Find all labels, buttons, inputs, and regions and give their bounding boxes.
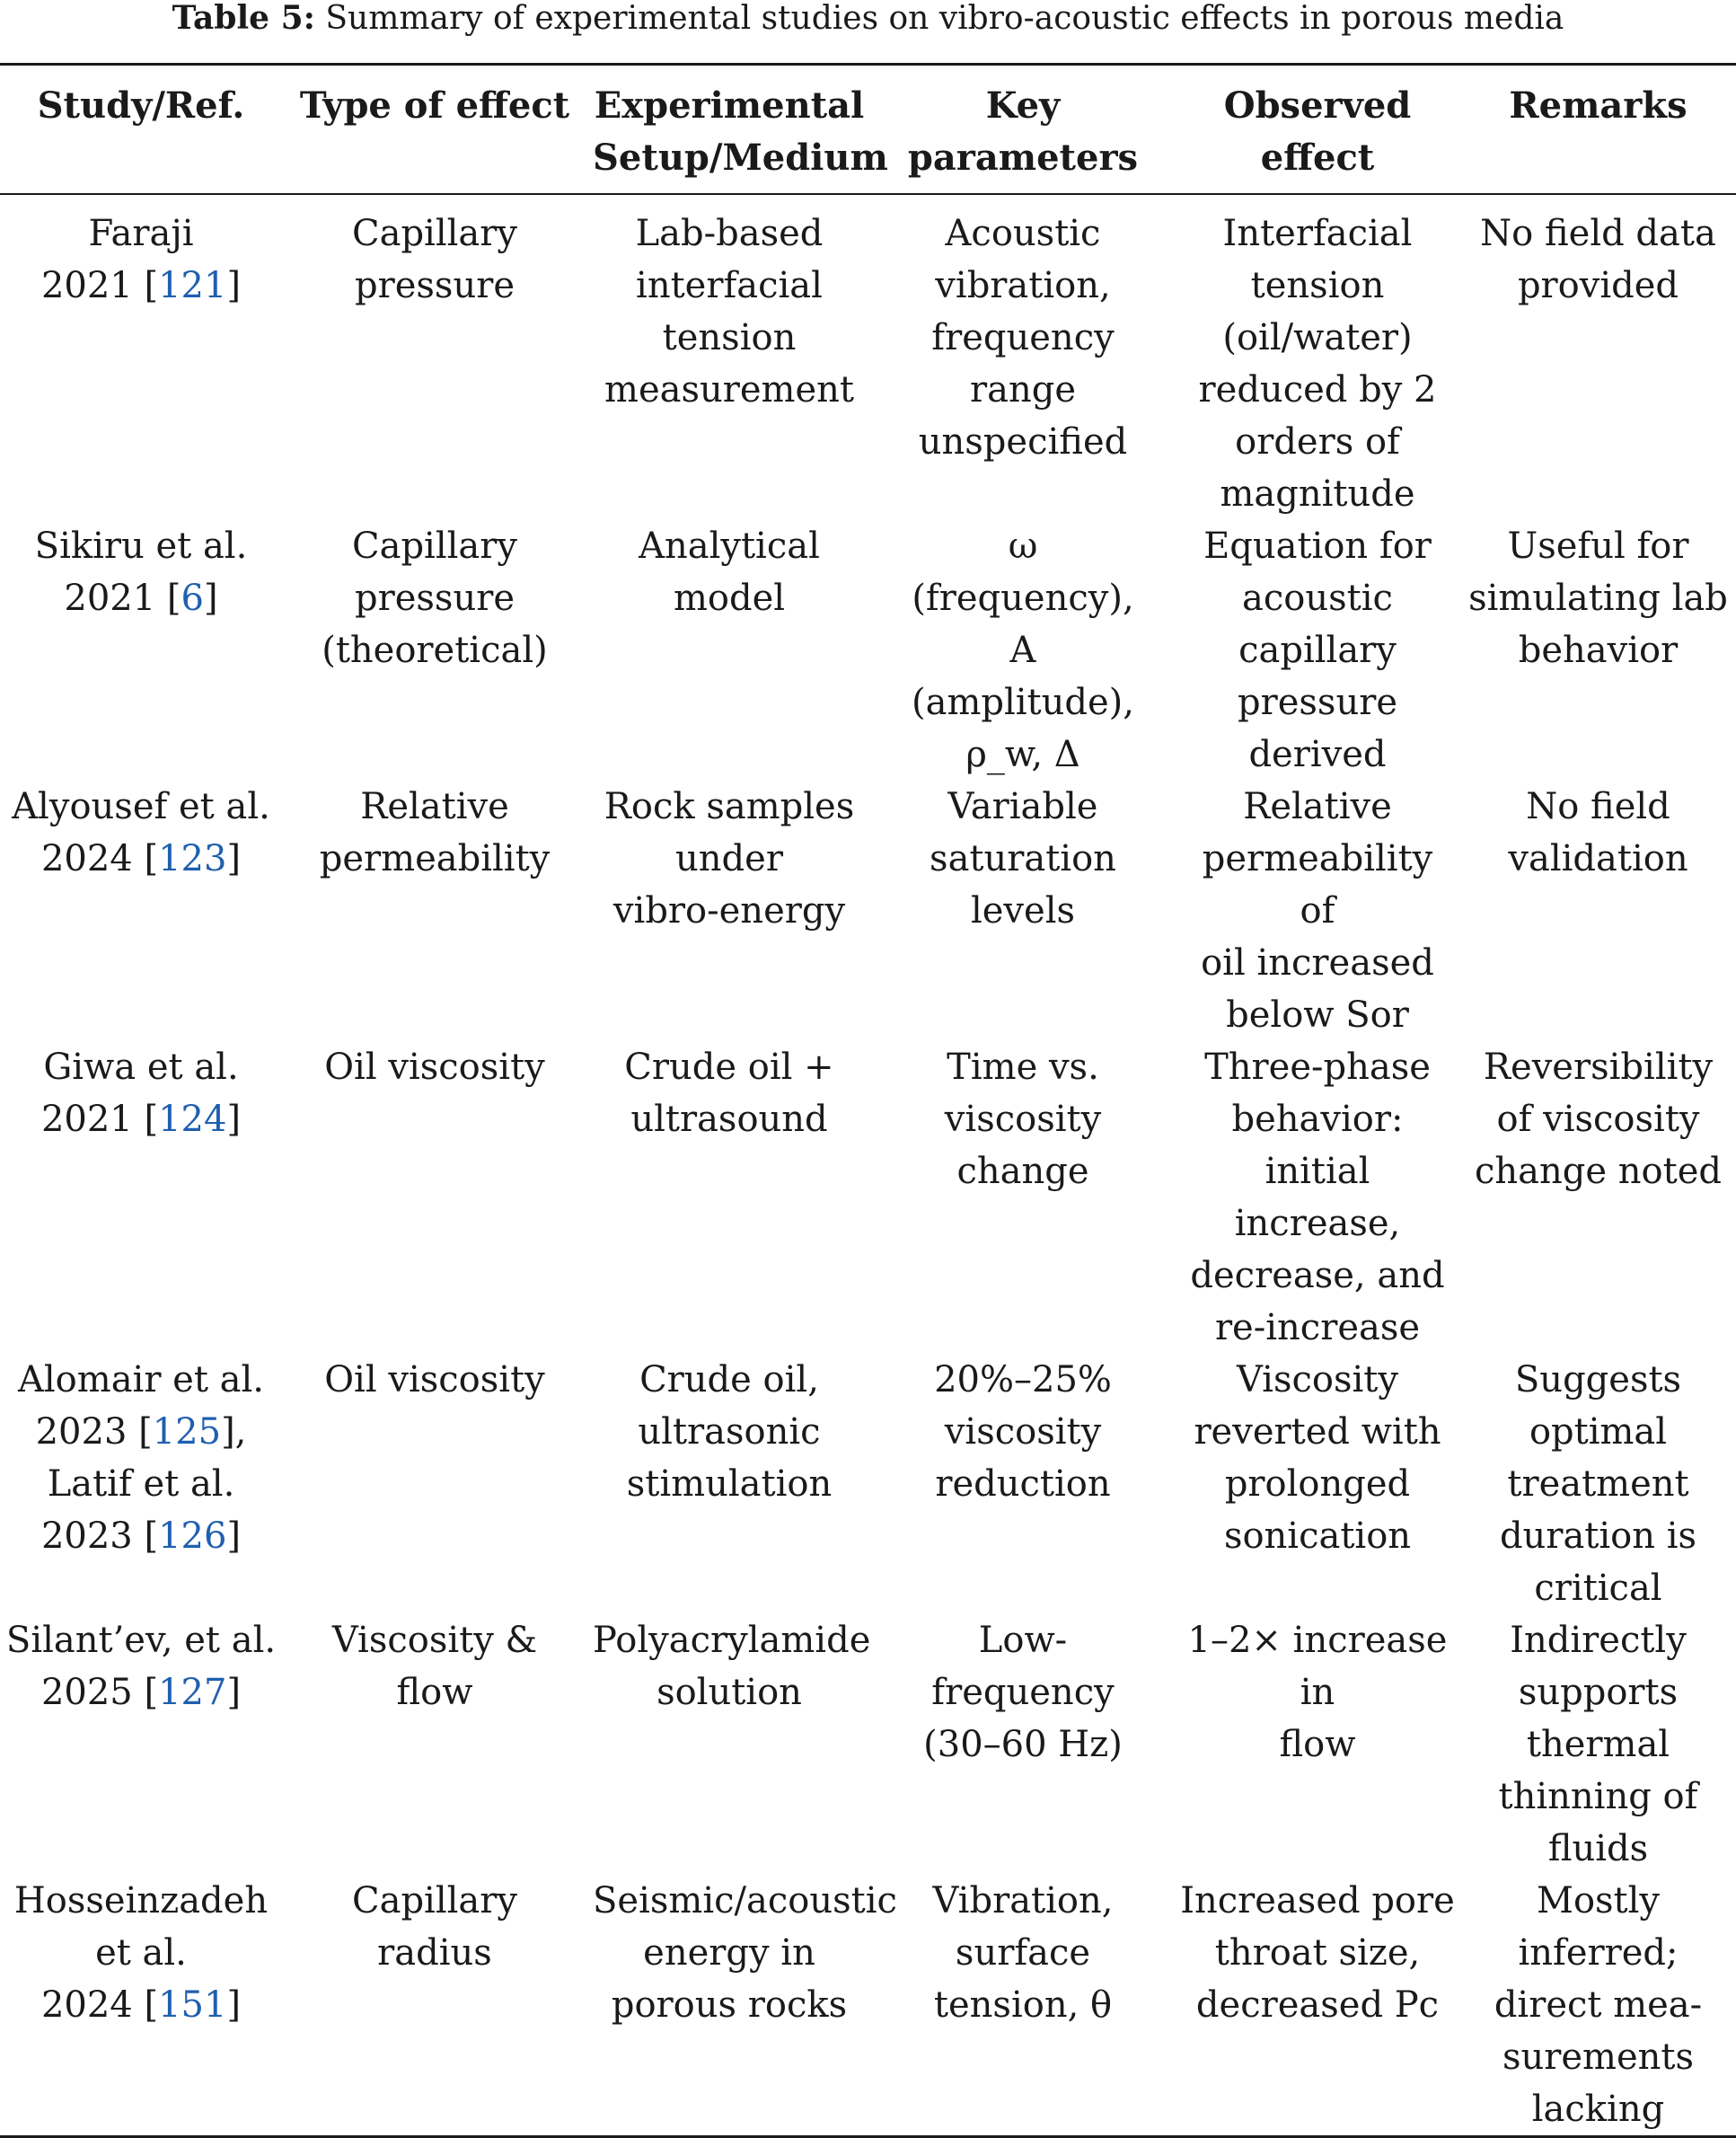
cell-line: orders of — [1235, 421, 1400, 463]
cell-line: saturation — [930, 838, 1116, 879]
column-header — [0, 65, 282, 195]
cell-line: energy in — [643, 1932, 815, 1974]
effect-type-cell — [282, 194, 587, 520]
cell-line: Analytical — [639, 526, 820, 567]
table-row — [0, 194, 1736, 520]
column-header — [1460, 65, 1736, 195]
table-row — [0, 1875, 1736, 2137]
cell-line: stimulation — [626, 1463, 833, 1505]
cell-line: (oil/water) — [1222, 317, 1413, 358]
cell-line: Polyacrylamide — [593, 1620, 871, 1661]
cell-line: Oil viscosity — [324, 1047, 545, 1088]
cell-line: throat size, — [1214, 1932, 1421, 1974]
cell-line: Useful for — [1507, 526, 1689, 567]
cell-line: thinning of — [1498, 1776, 1698, 1817]
study-text: Silant’ev, et al. — [5, 1620, 277, 1661]
study-text: 2025 [ — [40, 1672, 159, 1713]
cell-line: (amplitude), — [911, 682, 1134, 723]
study-cell — [0, 1354, 282, 1614]
study-cell — [0, 194, 282, 520]
cell-line: Variable — [947, 786, 1098, 827]
cell-line: radius — [377, 1932, 492, 1974]
reference-link[interactable]: 121 — [158, 265, 227, 306]
cell-line: acoustic — [1242, 578, 1393, 619]
cell-line: No field data — [1480, 213, 1716, 254]
parameters-cell — [871, 1041, 1175, 1354]
cell-line: viscosity — [944, 1099, 1102, 1140]
cell-line: increase, — [1234, 1203, 1401, 1244]
cell-line: frequency — [931, 317, 1115, 358]
study-text: ] — [203, 578, 218, 619]
cell-line: critical — [1534, 1568, 1662, 1609]
cell-line: behavior — [1518, 630, 1679, 671]
reference-link[interactable]: 124 — [158, 1099, 227, 1140]
cell-line: Relative — [360, 786, 509, 827]
cell-line: tension — [662, 317, 797, 358]
cell-line: capillary — [1238, 630, 1397, 671]
table-row — [0, 1354, 1736, 1614]
cell-line: lacking — [1531, 2089, 1665, 2130]
study-text: 2024 [ — [40, 1984, 159, 2026]
reference-link[interactable]: 126 — [158, 1515, 227, 1557]
study-cell — [0, 1614, 282, 1875]
cell-line: ultrasonic — [638, 1411, 821, 1453]
column-header-line: Type of effect — [299, 84, 570, 127]
study-text: 2023 [ — [40, 1515, 159, 1557]
setup-cell — [587, 781, 871, 1041]
cell-line: vibration, — [935, 265, 1111, 306]
reference-link[interactable]: 125 — [152, 1411, 222, 1453]
cell-line: Capillary — [351, 1880, 517, 1922]
cell-line: Viscosity & — [331, 1620, 538, 1661]
cell-line: (30–60 Hz) — [923, 1724, 1123, 1765]
study-text: Giwa et al. — [43, 1047, 239, 1088]
study-text: ] — [226, 1984, 242, 2026]
study-text: Latif et al. — [47, 1463, 235, 1505]
study-text: Faraji — [88, 213, 194, 254]
cell-line: tension — [1250, 265, 1385, 306]
setup-cell — [587, 1875, 897, 2137]
cell-line: Increased pore — [1180, 1880, 1455, 1922]
cell-line: ultrasound — [630, 1099, 828, 1140]
remarks-cell — [1460, 1614, 1736, 1875]
cell-line: decreased Pc — [1195, 1984, 1440, 2026]
observed-effect-cell — [1175, 1614, 1460, 1875]
cell-line: Three-phase — [1204, 1047, 1431, 1088]
cell-line: surements — [1502, 2036, 1695, 2078]
observed-effect-cell — [1175, 194, 1460, 520]
cell-line: re-increase — [1214, 1307, 1421, 1348]
study-text: ], — [221, 1411, 247, 1453]
cell-line: permeability of — [1202, 838, 1433, 932]
column-header-line: Remarks — [1509, 84, 1688, 127]
study-text: Alomair et al. — [18, 1359, 264, 1400]
cell-line: pressure — [354, 265, 515, 306]
cell-line: reduction — [935, 1463, 1111, 1505]
cell-line: pressure — [1237, 682, 1397, 723]
parameters-cell — [871, 520, 1175, 781]
cell-line: 20%–25% — [934, 1359, 1112, 1400]
column-header-line: effect — [1260, 137, 1375, 179]
cell-line: viscosity — [944, 1411, 1102, 1453]
study-text: ] — [226, 265, 242, 306]
cell-line: measurement — [604, 369, 854, 411]
setup-cell — [587, 1041, 871, 1354]
summary-table-container — [0, 63, 1736, 2138]
cell-line: inferred; — [1518, 1932, 1679, 1974]
study-cell — [0, 1875, 282, 2137]
remarks-cell — [1460, 1041, 1736, 1354]
parameters-cell — [871, 1614, 1175, 1875]
column-header — [871, 65, 1175, 195]
cell-line: Reversibility — [1483, 1047, 1714, 1088]
study-text: et al. — [95, 1932, 187, 1974]
cell-line: provided — [1517, 265, 1679, 306]
remarks-cell — [1460, 1354, 1736, 1614]
cell-line: Indirectly — [1510, 1620, 1687, 1661]
parameters-cell — [871, 1875, 1175, 2137]
cell-line: Vibration, — [932, 1880, 1114, 1922]
reference-link[interactable]: 123 — [158, 838, 227, 879]
cell-line: 1–2× increase in — [1187, 1620, 1448, 1713]
table-caption — [0, 0, 1736, 36]
column-header-line: Key — [985, 84, 1061, 127]
cell-line: solution — [657, 1672, 802, 1713]
column-header-line: Setup/Medium — [593, 137, 888, 179]
remarks-cell — [1460, 194, 1736, 520]
column-header — [282, 65, 587, 195]
study-text: Sikiru et al. — [34, 526, 248, 567]
cell-line: Capillary — [351, 213, 517, 254]
table-row — [0, 520, 1736, 781]
reference-link[interactable]: 151 — [158, 1984, 227, 2026]
cell-line: oil increased — [1201, 942, 1434, 984]
cell-line: magnitude — [1220, 473, 1415, 515]
reference-link[interactable]: 127 — [158, 1672, 227, 1713]
cell-line: Low- — [978, 1620, 1068, 1661]
study-cell — [0, 1041, 282, 1354]
cell-line: thermal — [1526, 1724, 1670, 1765]
study-text: ] — [226, 1515, 242, 1557]
cell-line: reduced by 2 — [1198, 369, 1437, 411]
setup-cell — [587, 194, 871, 520]
study-text: Hosseinzadeh — [13, 1880, 269, 1922]
table-row — [0, 1614, 1736, 1875]
setup-cell — [587, 1614, 871, 1875]
cell-line: (frequency), — [912, 578, 1134, 619]
remarks-cell — [1460, 781, 1736, 1041]
cell-line: No field — [1526, 786, 1670, 827]
effect-type-cell — [282, 1875, 587, 2137]
caption-label: Table 5: — [172, 0, 315, 37]
cell-line: duration is — [1499, 1515, 1697, 1557]
cell-line: Crude oil + — [624, 1047, 834, 1088]
cell-line: Suggests — [1514, 1359, 1682, 1400]
setup-cell — [587, 520, 871, 781]
column-header — [587, 65, 888, 195]
cell-line: vibro-energy — [612, 890, 846, 932]
remarks-cell — [1460, 520, 1736, 781]
study-text: 2024 [ — [40, 838, 159, 879]
study-text: 2021 [ — [40, 265, 159, 306]
study-text: 2021 [ — [40, 1099, 159, 1140]
cell-line: validation — [1508, 838, 1688, 879]
study-text: ] — [226, 1672, 242, 1713]
parameters-cell — [871, 194, 1175, 520]
cell-line: Crude oil, — [639, 1359, 819, 1400]
study-cell — [0, 520, 282, 781]
cell-line: Mostly — [1536, 1880, 1661, 1922]
cell-line: reverted with — [1194, 1411, 1441, 1453]
cell-line: behavior: initial — [1231, 1099, 1404, 1192]
cell-line: range — [969, 369, 1076, 411]
effect-type-cell — [282, 1041, 587, 1354]
cell-line: change — [956, 1151, 1089, 1192]
cell-line: change noted — [1475, 1151, 1722, 1192]
study-text: ] — [226, 838, 242, 879]
cell-line: Seismic/acoustic — [593, 1880, 897, 1922]
cell-line: Capillary — [351, 526, 517, 567]
cell-line: model — [673, 578, 786, 619]
cell-line: prolonged — [1224, 1463, 1411, 1505]
cell-line: porous rocks — [611, 1984, 848, 2026]
cell-line: Interfacial — [1222, 213, 1413, 254]
study-text: 2021 [ — [64, 578, 181, 619]
cell-line: decrease, and — [1190, 1255, 1445, 1296]
effect-type-cell — [282, 1614, 587, 1875]
cell-line: Relative — [1243, 786, 1392, 827]
column-header-line: Experimental — [594, 84, 865, 127]
cell-line: unspecified — [918, 421, 1128, 463]
cell-line: supports — [1518, 1672, 1679, 1713]
cell-line: (theoretical) — [322, 630, 548, 671]
observed-effect-cell — [1175, 1875, 1460, 2137]
cell-line: interfacial — [636, 265, 823, 306]
cell-line: ρ_w, Δ — [965, 734, 1080, 775]
cell-line: below Sor — [1226, 994, 1409, 1036]
cell-line: optimal — [1529, 1411, 1668, 1453]
cell-line: direct mea- — [1494, 1984, 1703, 2026]
cell-line: levels — [970, 890, 1076, 932]
cell-line: flow — [396, 1672, 473, 1713]
reference-link[interactable]: 6 — [181, 578, 204, 619]
table-row — [0, 1041, 1736, 1354]
setup-cell — [587, 1354, 871, 1614]
cell-line: Viscosity — [1237, 1359, 1398, 1400]
cell-line: permeability — [319, 838, 551, 879]
cell-line: simulating lab — [1468, 578, 1728, 619]
cell-line: Lab-based — [635, 213, 824, 254]
study-text: Alyousef et al. — [12, 786, 270, 827]
cell-line: Rock samples — [604, 786, 855, 827]
parameters-cell — [871, 1354, 1175, 1614]
study-cell — [0, 781, 282, 1041]
column-header-line: Study/Ref. — [37, 84, 245, 127]
observed-effect-cell — [1175, 781, 1460, 1041]
table-body — [0, 194, 1736, 2137]
parameters-cell — [871, 781, 1175, 1041]
cell-line: Time vs. — [947, 1047, 1099, 1088]
column-header-line: Observed — [1223, 84, 1412, 127]
effect-type-cell — [282, 781, 587, 1041]
observed-effect-cell — [1175, 520, 1460, 781]
cell-line: Oil viscosity — [324, 1359, 545, 1400]
cell-line: treatment — [1507, 1463, 1689, 1505]
cell-line: Equation for — [1203, 526, 1432, 567]
cell-line: sonication — [1223, 1515, 1412, 1557]
effect-type-cell — [282, 520, 587, 781]
caption-text: Summary of experimental studies on vibro-acoustic effects in porous media — [325, 0, 1564, 37]
cell-line: frequency — [931, 1672, 1115, 1713]
study-text: ] — [226, 1099, 242, 1140]
table-row — [0, 781, 1736, 1041]
observed-effect-cell — [1175, 1354, 1460, 1614]
observed-effect-cell — [1175, 1041, 1460, 1354]
cell-line: under — [675, 838, 783, 879]
remarks-cell — [1460, 1875, 1736, 2137]
cell-line: surface — [955, 1932, 1091, 1974]
cell-line: ω — [1008, 526, 1038, 567]
cell-line: of viscosity — [1496, 1099, 1700, 1140]
cell-line: A — [1009, 630, 1036, 671]
cell-line: tension, θ — [933, 1984, 1113, 2026]
cell-line: Acoustic — [945, 213, 1101, 254]
table-header-row — [0, 65, 1736, 195]
column-header — [1175, 65, 1460, 195]
cell-line: fluids — [1547, 1828, 1649, 1869]
effect-type-cell — [282, 1354, 587, 1614]
cell-line: flow — [1279, 1724, 1356, 1765]
cell-line: pressure — [354, 578, 515, 619]
column-header-line: parameters — [907, 137, 1139, 179]
summary-table — [0, 63, 1736, 2138]
study-text: 2023 [ — [35, 1411, 153, 1453]
cell-line: derived — [1248, 734, 1387, 775]
